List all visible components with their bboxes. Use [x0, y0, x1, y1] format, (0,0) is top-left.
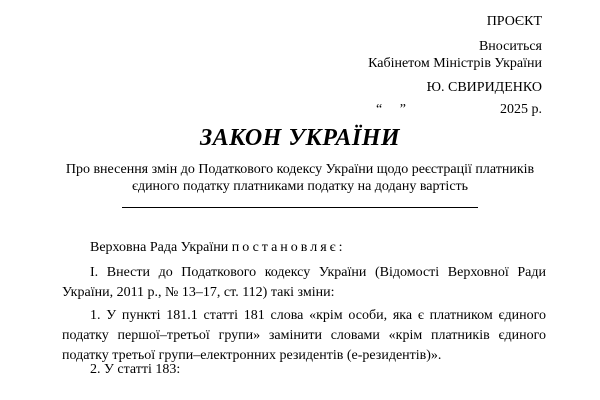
resolve-suffix: :	[338, 240, 343, 255]
submitted-label: Вноситься	[478, 39, 542, 54]
law-title: ЗАКОН УКРАЇНИ	[199, 125, 401, 151]
resolve-prefix: Верховна Рада України	[90, 240, 232, 255]
draft-label: ПРОЄКТ	[486, 14, 542, 29]
amendment-item-2: 2. У статті 183:	[90, 362, 181, 377]
amendment-item-1: 1. У пункті 181.1 статті 181 слова «крім особи, яка є платником єдиного податку першої–третьої групи» замінити словами «крім платників єдиного податку третьої групи–електронних резидентів (е-резидентів)».	[62, 308, 546, 363]
date-day-quotes: “ ”	[376, 102, 406, 117]
amendment-intro-paragraph: I. Внести до Податкового кодексу України (Відомості Верховної Ради України, 2011 р., № 13–17, ст. 112) такі зміни:	[62, 265, 546, 300]
resolve-word: постановляє	[231, 240, 339, 255]
title-separator-line	[122, 207, 478, 208]
resolve-paragraph	[62, 238, 546, 258]
signatory-name: Ю. СВИРИДЕНКО	[426, 80, 542, 95]
date-year: 2025 р.	[500, 102, 542, 117]
submitter-name: Кабінетом Міністрів України	[368, 56, 542, 71]
law-subject: Про внесення змін до Податкового кодексу України щодо реєстрації платників єдиного податку платниками податку на додану вартість	[65, 162, 535, 194]
date-line	[376, 101, 542, 118]
